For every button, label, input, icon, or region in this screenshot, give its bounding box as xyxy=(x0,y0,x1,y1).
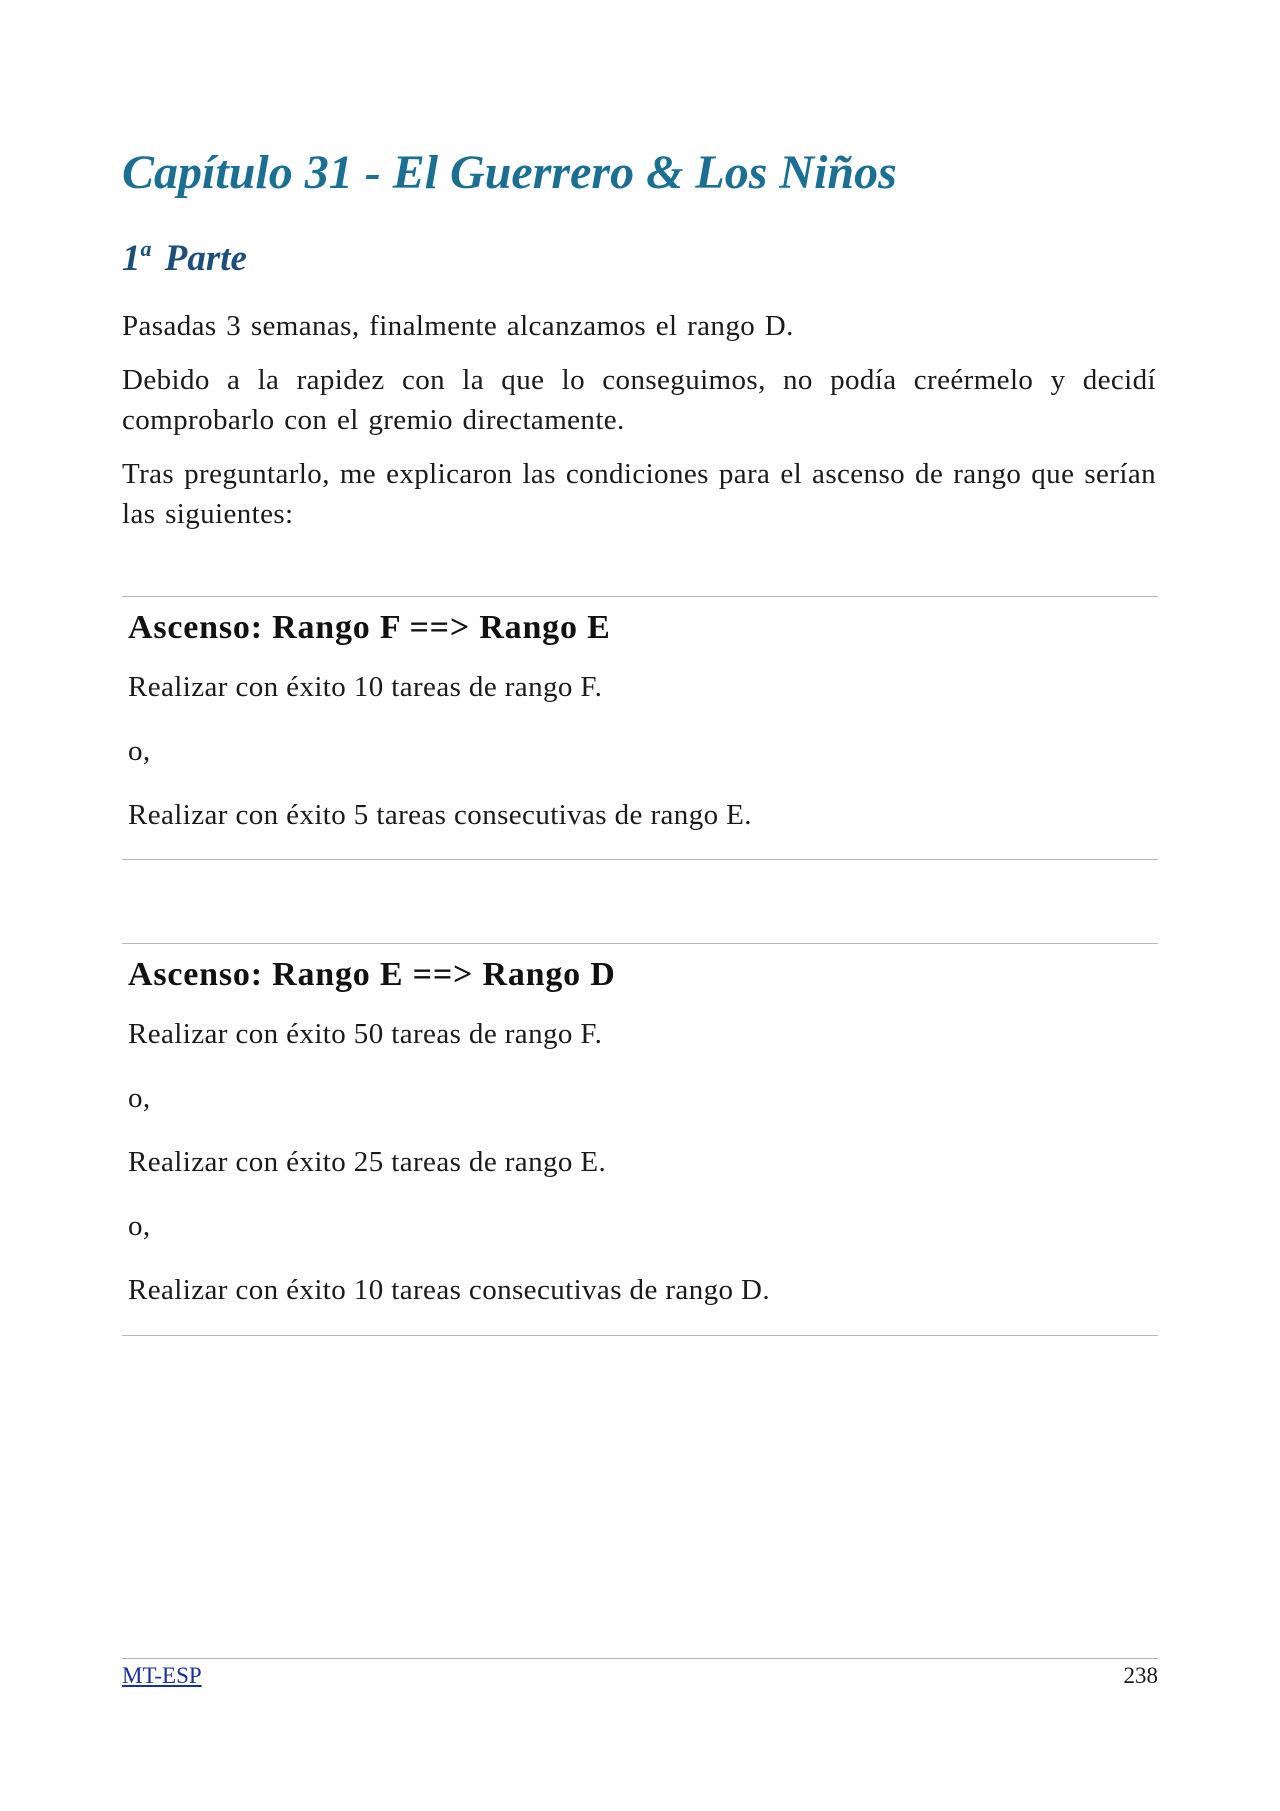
intro-paragraph: Pasadas 3 semanas, finalmente alcanzamos el rango D. xyxy=(122,310,794,342)
promotion-separator: o, xyxy=(128,1210,151,1242)
document-page xyxy=(122,0,1158,1811)
promotion-condition: Realizar con éxito 5 tareas consecutivas de rango E. xyxy=(128,799,752,831)
page-number: 238 xyxy=(1123,1663,1158,1688)
promotion-condition: Realizar con éxito 10 tareas de rango F. xyxy=(128,671,603,703)
promotion-heading: Ascenso: Rango E ==> Rango D xyxy=(128,956,616,993)
footer-link-mt-esp[interactable]: MT-ESP xyxy=(122,1663,202,1688)
promotion-condition: Realizar con éxito 25 tareas de rango E. xyxy=(128,1146,607,1178)
intro-text xyxy=(122,306,1156,548)
part-ordinal-superscript: a xyxy=(140,236,152,261)
part-number: 1 xyxy=(122,238,141,279)
part-title xyxy=(122,236,247,280)
promotion-condition: Realizar con éxito 10 tareas consecutivas de rango D. xyxy=(128,1274,771,1306)
promotion-box-e-to-d xyxy=(122,943,1158,1336)
promotion-condition: Realizar con éxito 50 tareas de rango F. xyxy=(128,1018,603,1050)
promotion-separator: o, xyxy=(128,735,151,767)
chapter-title: Capítulo 31 - El Guerrero & Los Niños xyxy=(122,146,897,199)
part-label: Parte xyxy=(164,238,247,279)
footer-divider xyxy=(122,1658,1158,1659)
intro-paragraph: Tras preguntarlo, me explicaron las condiciones para el ascenso de rango que serían las siguientes: xyxy=(122,458,1156,530)
promotion-separator: o, xyxy=(128,1082,151,1114)
promotion-box-f-to-e xyxy=(122,596,1158,860)
promotion-heading: Ascenso: Rango F ==> Rango E xyxy=(128,609,611,646)
intro-paragraph: Debido a la rapidez con la que lo conseguimos, no podía creérmelo y decidí comprobarlo con el gremio directamente. xyxy=(122,364,1156,436)
